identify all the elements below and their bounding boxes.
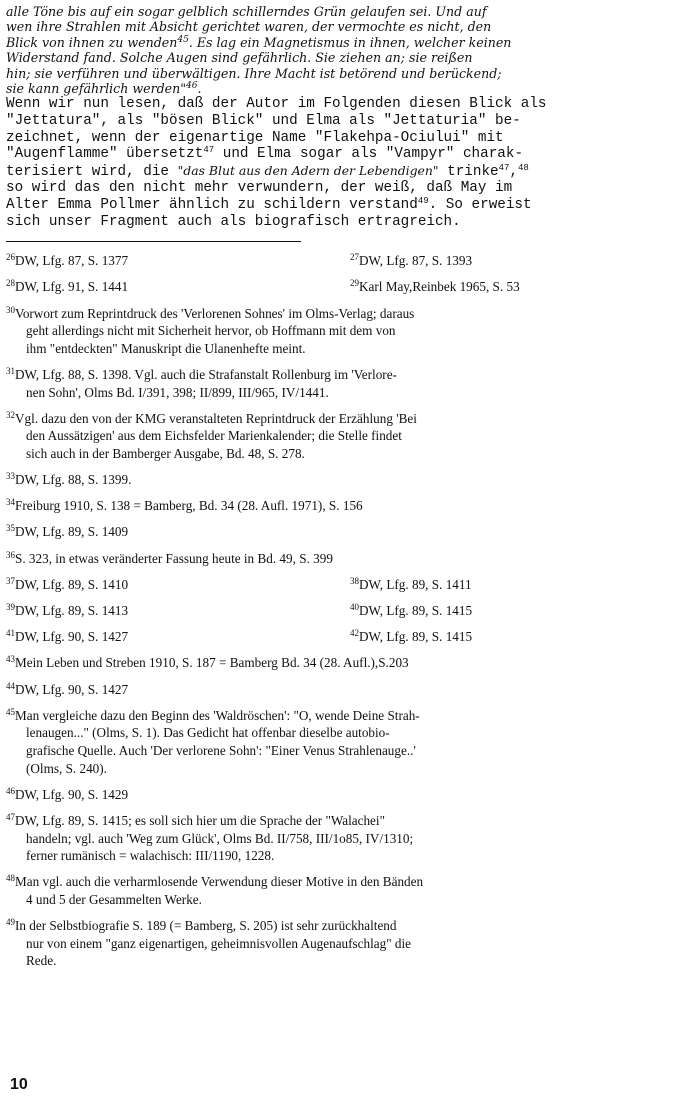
footnote-text: DW, Lfg. 88, S. 1398. Vgl. auch die Strafanstalt Rollenburg im 'Verlore-	[15, 366, 397, 382]
footnote-number: 26	[6, 252, 15, 263]
footnote-45	[6, 707, 678, 777]
footnote-row	[6, 602, 678, 620]
body-line	[6, 146, 678, 163]
footnote-number: 44	[6, 680, 15, 691]
footnote-text: S. 323, in etwas veränderter Fassung heute in Bd. 49, S. 399	[15, 550, 333, 566]
body-paragraph	[6, 96, 678, 230]
footnote-number: 28	[6, 278, 15, 289]
footnote-text: DW, Lfg. 89, S. 1409	[15, 524, 129, 540]
body-line: zeichnet, wenn der eigenartige Name "Flakehpa-Ociului" mit	[6, 129, 504, 146]
footnote-33	[6, 471, 678, 489]
quote-line: hin; sie verführen und überwältigen. Ihre Macht ist betörend und berückend;	[6, 65, 502, 81]
footnote-number: 38	[350, 575, 359, 586]
footnote-46	[6, 786, 678, 804]
footnote-divider	[6, 241, 301, 242]
body-line-text: Alter Emma Pollmer ähnlich zu schildern verstand	[6, 197, 418, 213]
footnote-ref[interactable]: 46	[186, 81, 198, 92]
footnote-number: 32	[6, 409, 15, 420]
body-line-text: terisiert wird, die	[6, 163, 178, 180]
footnote-number: 40	[350, 602, 359, 613]
footnote-number: 34	[6, 497, 15, 508]
footnote-number: 42	[350, 628, 359, 639]
footnote-text: lenaugen..." (Olms, S. 1). Das Gedicht hat offenbar dieselbe autobio-	[26, 725, 390, 741]
footnote-text: DW, Lfg. 90, S. 1427	[15, 629, 129, 645]
footnote-text: den Aussätzigen' aus dem Eichsfelder Marienkalender; die Stelle findet	[26, 428, 402, 444]
footnote-number: 45	[6, 706, 15, 717]
footnote-27	[350, 252, 472, 270]
footnote-text: DW, Lfg. 90, S. 1427	[15, 681, 129, 697]
footnote-text: geht allerdings nicht mit Sicherheit hervor, ob Hoffmann mit dem von	[26, 323, 396, 339]
footnote-40	[350, 602, 472, 620]
footnote-number: 49	[6, 917, 15, 928]
footnote-30	[6, 305, 678, 358]
footnote-42	[350, 628, 472, 646]
footnote-text: Rede.	[26, 953, 57, 969]
footnote-number: 41	[6, 628, 15, 639]
footnote-number: 39	[6, 602, 15, 613]
footnote-text: Vorwort zum Reprintdruck des 'Verlorenen Sohnes' im Olms-Verlag; daraus	[15, 305, 415, 321]
quote-line-text: . Es lag ein Magnetismus in ihnen, welcher keinen	[188, 34, 512, 50]
footnote-47	[6, 812, 678, 865]
footnote-number: 27	[350, 252, 359, 263]
body-line-text: . So erweist	[428, 197, 532, 213]
footnote-ref[interactable]: 45	[177, 34, 189, 45]
footnote-text: DW, Lfg. 89, S. 1415	[359, 603, 473, 619]
footnote-number: 48	[6, 873, 15, 884]
footnote-text: DW, Lfg. 87, S. 1393	[359, 253, 473, 269]
footnote-49	[6, 917, 678, 970]
footnote-row	[6, 278, 678, 296]
footnote-35	[6, 523, 678, 541]
quote-line: sie kann gefährlich werden"$^{46}$.	[6, 81, 202, 97]
quote-line: wen ihre Strahlen mit Absicht gerichtet waren, der vermochte es nicht, den	[6, 19, 492, 35]
footnote-number: 43	[6, 654, 15, 665]
footnote-text: ferner rumänisch = walachisch: III/1190, 1228.	[26, 848, 275, 864]
footnote-text: (Olms, S. 240).	[26, 760, 107, 776]
footnote-text: ihm "entdeckten" Manuskript die Ulanenhefte meint.	[26, 340, 306, 356]
footnote-31	[6, 366, 678, 401]
body-line: "Jettatura", als "bösen Blick" und Elma als "Jettaturia" be-	[6, 113, 521, 130]
footnote-text: Karl May,Reinbek 1965, S. 53	[359, 279, 520, 295]
footnote-text: grafische Quelle. Auch 'Der verlorene Sohn': "Einer Venus Strahlenauge..'	[26, 742, 416, 758]
footnote-29	[350, 278, 520, 296]
footnote-text: handeln; vgl. auch 'Weg zum Glück', Olms Bd. II/758, III/1o85, IV/1310;	[26, 830, 414, 846]
footnote-row	[6, 576, 678, 594]
page-number: 10	[10, 1076, 28, 1093]
footnote-text: Man vergleiche dazu den Beginn des 'Waldröschen': "O, wende Deine Strah-	[15, 707, 420, 723]
footnote-text: DW, Lfg. 89, S. 1415; es soll sich hier um die Sprache der "Walachei"	[15, 812, 385, 828]
footnote-44	[6, 681, 678, 699]
footnote-36	[6, 550, 678, 568]
footnote-text: In der Selbstbiografie S. 189 (= Bamberg, S. 205) ist sehr zurückhaltend	[15, 918, 397, 934]
footnote-text: DW, Lfg. 87, S. 1377	[15, 253, 129, 269]
footnote-number: 47	[6, 811, 15, 822]
quote-block	[6, 4, 678, 96]
footnote-text: DW, Lfg. 89, S. 1415	[359, 629, 473, 645]
footnote-ref[interactable]: 47	[498, 162, 510, 173]
footnote-text: sich auch in der Bamberger Ausgabe, Bd. 48, S. 278.	[26, 445, 305, 461]
footnote-text: Vgl. dazu den von der KMG veranstalteten Reprintdruck der Erzählung 'Bei	[15, 410, 417, 426]
footnote-text: Man vgl. auch die verharmlosende Verwendung dieser Motive in den Bänden	[15, 874, 424, 890]
footnote-ref[interactable]: 47	[203, 145, 215, 156]
quote-line-text: sie kann gefährlich werden"	[6, 81, 187, 97]
footnote-row	[6, 628, 678, 646]
body-line-text: und Elma sogar als "Vampyr" charak-	[214, 146, 524, 163]
body-line: so wird das den nicht mehr verwundern, der weiß, daß May im	[6, 180, 513, 197]
footnote-text: Mein Leben und Streben 1910, S. 187 = Bamberg Bd. 34 (28. Aufl.),S.203	[15, 655, 409, 671]
footnote-number: 35	[6, 523, 15, 534]
footnote-38	[350, 576, 472, 594]
footnotes	[6, 252, 678, 970]
footnote-number: 31	[6, 365, 15, 376]
footnote-row	[6, 252, 678, 270]
footnote-text: DW, Lfg. 89, S. 1413	[15, 603, 129, 619]
footnote-number: 30	[6, 304, 15, 315]
footnote-37	[6, 576, 350, 594]
footnote-32	[6, 410, 678, 463]
footnote-text: nen Sohn', Olms Bd. I/391, 398; II/899, III/965, IV/1441.	[26, 384, 329, 400]
body-line-text: "Augenflamme" übersetzt	[6, 146, 204, 163]
body-italic-quote: "das Blut aus den Adern der Lebendigen"	[177, 162, 439, 178]
footnote-text: DW, Lfg. 89, S. 1410	[15, 576, 129, 592]
quote-line-text: Blick von ihnen zu wenden	[6, 34, 178, 50]
footnote-43	[6, 654, 678, 672]
footnote-text: DW, Lfg. 88, S. 1399.	[15, 472, 132, 488]
footnote-41	[6, 628, 350, 646]
quote-line: Widerstand fand. Solche Augen sind gefährlich. Sie ziehen an; sie reißen	[6, 50, 473, 66]
footnote-26	[6, 252, 350, 270]
footnote-number: 36	[6, 549, 15, 560]
footnote-39	[6, 602, 350, 620]
footnote-number: 46	[6, 785, 15, 796]
body-line-text: trinke	[438, 163, 499, 180]
footnote-ref[interactable]: 48	[518, 162, 529, 173]
footnote-text: DW, Lfg. 89, S. 1411	[359, 576, 472, 592]
body-line: Wenn wir nun lesen, daß der Autor im Folgenden diesen Blick als	[6, 96, 547, 113]
body-line	[6, 197, 678, 214]
quote-line: alle Töne bis auf ein sogar gelblich schillerndes Grün gelaufen sei. Und auf	[6, 4, 487, 19]
footnote-number: 29	[350, 278, 359, 289]
footnote-48	[6, 873, 678, 908]
footnote-ref[interactable]: 49	[417, 196, 429, 206]
page	[6, 4, 678, 978]
footnote-34	[6, 497, 678, 515]
footnote-text: 4 und 5 der Gesammelten Werke.	[26, 891, 202, 907]
footnote-number: 37	[6, 575, 15, 586]
footnote-number: 33	[6, 471, 15, 482]
body-line: terisiert wird, die "das Blut aus den Adern der Lebendigen" trinke$^{47}$,$^{48}$	[6, 162, 529, 180]
quote-line	[6, 35, 678, 50]
body-line: sich unser Fragment auch als biografisch ertragreich.	[6, 213, 461, 230]
footnote-text: nur von einem "ganz eigenartigen, geheimnisvollen Augenaufschlag" die	[26, 935, 412, 951]
footnote-text: DW, Lfg. 91, S. 1441	[15, 279, 129, 295]
footnote-text: Freiburg 1910, S. 138 = Bamberg, Bd. 34 (28. Aufl. 1971), S. 156	[15, 498, 363, 514]
footnote-28	[6, 278, 350, 296]
footnote-text: DW, Lfg. 90, S. 1429	[15, 786, 129, 802]
